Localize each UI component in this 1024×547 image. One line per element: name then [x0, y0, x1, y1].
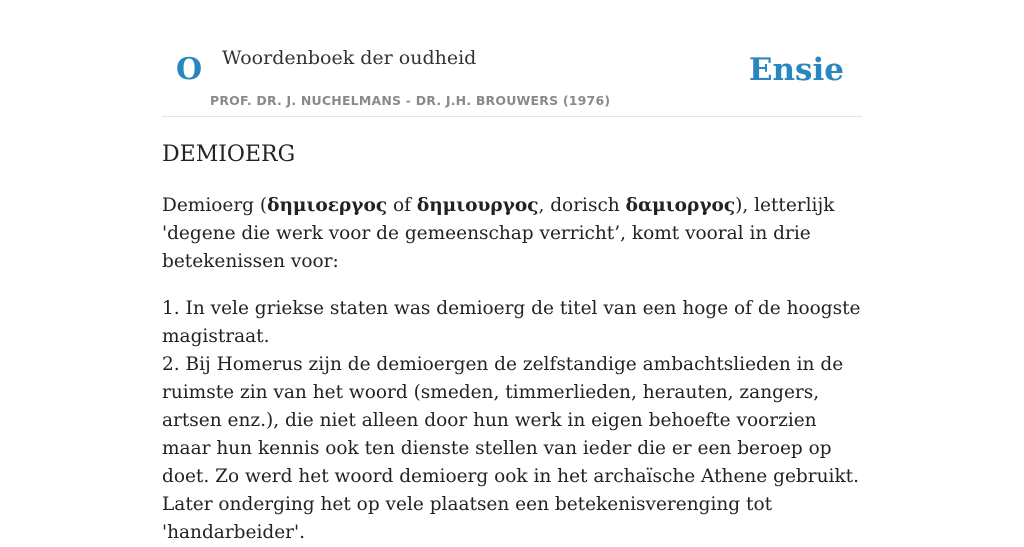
- entry-intro: [162, 192, 862, 276]
- intro-text-3: , dorisch: [538, 195, 626, 216]
- meaning-item: 2. Bij Homerus zijn de demioergen de zelfstandige ambachtslieden in de ruimste zin van het woord (smeden, timmerlieden, herauten, zangers, artsen enz.), die niet alleen door hun werk in eigen behoefte voorzien maar hun kennis ook ten dienste stellen van ieder die er een beroep op doet. Zo werd het woord demioerg ook in het archaïsche Athene gebruikt. Later onderging het op vele plaatsen een betekenisverenging tot 'handarbeider'.: [162, 354, 859, 543]
- page: [162, 0, 862, 543]
- header: [162, 38, 862, 117]
- book-title-link[interactable]: Woordenboek der oudheid: [222, 47, 477, 69]
- intro-text-4: ), letterlijk 'degene die werk voor de gemeenschap verricht’, komt vooral in drie betekenissen voor:: [162, 195, 835, 272]
- meaning-item: 1. In vele griekse staten was demioerg de titel van een hoge of de hoogste magistraat.: [162, 298, 861, 347]
- ensie-logo-link[interactable]: Ensie: [748, 52, 844, 88]
- book-authors: PROF. DR. J. NUCHELMANS - DR. J.H. BROUWERS (1976): [210, 93, 611, 108]
- entry-meanings: [162, 295, 862, 547]
- greek-term-1: δημιοεργος: [267, 195, 388, 216]
- intro-text-1: Demioerg (: [162, 195, 268, 216]
- intro-text-2: of: [387, 195, 417, 216]
- letter-index-link[interactable]: O: [176, 52, 203, 87]
- greek-term-3: δαμιοργος: [625, 195, 736, 216]
- greek-term-2: δημιουργος: [416, 195, 539, 216]
- entry-title: DEMIOERG: [162, 142, 296, 167]
